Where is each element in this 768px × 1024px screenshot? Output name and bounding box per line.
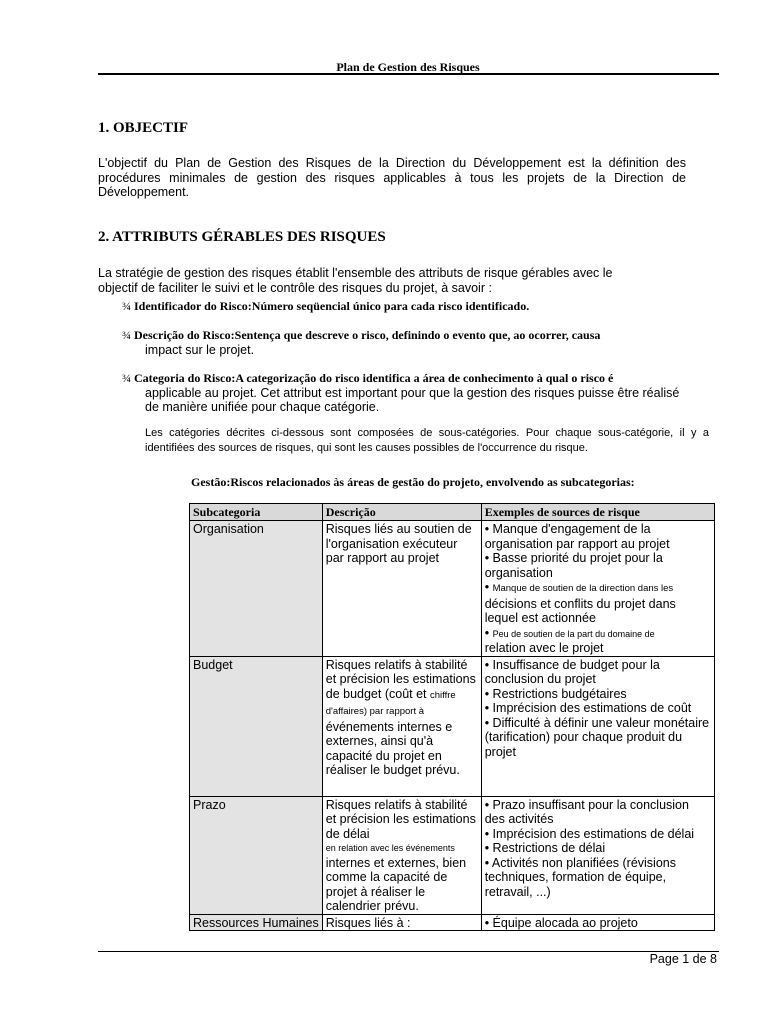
bullet-continuation: applicable au projet. Cet attribut est important pour que la gestion des risques puisse être réalisé de manière unifiée pour chaque catégorie. xyxy=(145,385,680,414)
table-row xyxy=(190,914,715,931)
example-item: • Prazo insuffisant pour la conclusion des activités xyxy=(484,797,689,826)
cell-examples xyxy=(481,656,714,796)
page-header-title: Plan de Gestion des Risques xyxy=(336,60,480,74)
table-row xyxy=(190,521,715,657)
table-row xyxy=(190,796,715,914)
bullet-descricao xyxy=(122,328,684,357)
cell-description: Risques relatifs à stabilité et précision les estimations de budget (coût et chiffre d'affaires) par rapport à événements internes e externes, ainsi qu'à capacité du projet en réaliser le budget prévu. xyxy=(322,656,481,796)
column-header-subcategoria: Subcategoria xyxy=(190,504,323,521)
cell-description: Risques relatifs à stabilité et précision les estimations de délai en relation avec les événements internes et externes, bien comme la capacité de projet à réaliser le calendrier prévu. xyxy=(322,796,481,914)
example-item: • Imprécision des estimations de coût xyxy=(484,701,692,715)
example-item: • Restrictions de délai xyxy=(484,841,606,855)
bullet-lead: Categoria do Risco:A categorização do risco identifica a área de conhecimento à qual o risco é xyxy=(134,371,614,385)
table-header-row xyxy=(190,504,715,521)
example-item: • Peu de soutien de la part du domaine de relation avec le projet xyxy=(484,625,655,655)
attributs-intro-line-2: objectif de faciliter le suivi et le contrôle des risques du projet, à savoir : xyxy=(98,280,492,295)
cell-subcategory: Ressources Humaines xyxy=(190,914,323,931)
section-heading-objectif: 1. OBJECTIF xyxy=(98,120,189,136)
example-item: • Basse priorité du projet pour la organisation xyxy=(484,551,663,580)
example-item: • Équipe alocada ao projeto xyxy=(484,915,638,930)
page-number: Page 1 de 8 xyxy=(649,952,717,966)
bullet-continuation: impact sur le projet. xyxy=(145,342,255,357)
cell-description: Risques liés au soutien de l'organisation exécuteur par rapport au projet xyxy=(322,521,481,657)
attributs-intro-line-1: La stratégie de gestion des risques établit l'ensemble des attributs de risque gérables avec le xyxy=(98,266,613,280)
header-rule xyxy=(98,73,719,75)
column-header-descricao: Descrição xyxy=(322,504,481,521)
bullet-mark: ¾ xyxy=(122,328,131,342)
bullet-identificador xyxy=(122,299,684,314)
cell-subcategory: Budget xyxy=(190,656,323,796)
bullet-categoria xyxy=(122,371,684,415)
cell-description: Risques liés à : xyxy=(322,914,481,931)
cell-examples xyxy=(481,796,714,914)
example-item: • Manque de soutien de la direction dans les décisions et conflits du projet dans lequel est actionnée xyxy=(484,580,676,625)
attributs-intro xyxy=(98,266,686,295)
bullet-lead: Descrição do Risco:Sentença que descreve o risco, definindo o evento que, ao ocorrer, causa xyxy=(134,328,601,342)
example-item: • Activités non planifiées (révisions techniques, formation de équipe, retravail, ...) xyxy=(484,855,676,899)
bullet-lead: Identificador do Risco:Número seqüencial único para cada risco identificado. xyxy=(134,299,530,313)
example-item: • Insuffisance de budget pour la conclusion du projet xyxy=(484,657,660,686)
risk-sources-table xyxy=(189,503,715,931)
cell-examples xyxy=(481,914,714,931)
bullet-mark: ¾ xyxy=(122,371,131,385)
example-item: • Restrictions budgétaires xyxy=(484,686,627,701)
example-item: • Difficulté à définir une valeur monétaire (tarification) pour chaque produit du projet xyxy=(484,715,710,759)
table-intro: Gestão:Riscos relacionados às áreas de gestão do projeto, envolvendo as subcategorias: xyxy=(191,475,635,489)
bullet-mark: ¾ xyxy=(122,299,131,313)
cell-subcategory: Prazo xyxy=(190,796,323,914)
cell-examples xyxy=(481,521,714,657)
objectif-paragraph: L'objectif du Plan de Gestion des Risques de la Direction du Développement est la définition des procédures minimales de gestion des risques applicables à tous les projets de la Direction de Développement. xyxy=(98,156,686,199)
example-item: • Manque d'engagement de la organisation par rapport au projet xyxy=(484,522,670,551)
column-header-exemples: Exemples de sources de risque xyxy=(481,504,714,521)
cell-subcategory: Organisation xyxy=(190,521,323,657)
categories-note: Les catégories décrites ci-dessous sont composées de sous-catégories. Pour chaque sous-catégorie, il y a identifiées des sources de risques, qui sont les causes possibles de l'occurrence du risque. xyxy=(145,427,709,454)
table-row xyxy=(190,656,715,796)
section-heading-attributs: 2. ATTRIBUTS GÉRABLES DES RISQUES xyxy=(98,229,386,245)
example-item: • Imprécision des estimations de délai xyxy=(484,826,695,841)
